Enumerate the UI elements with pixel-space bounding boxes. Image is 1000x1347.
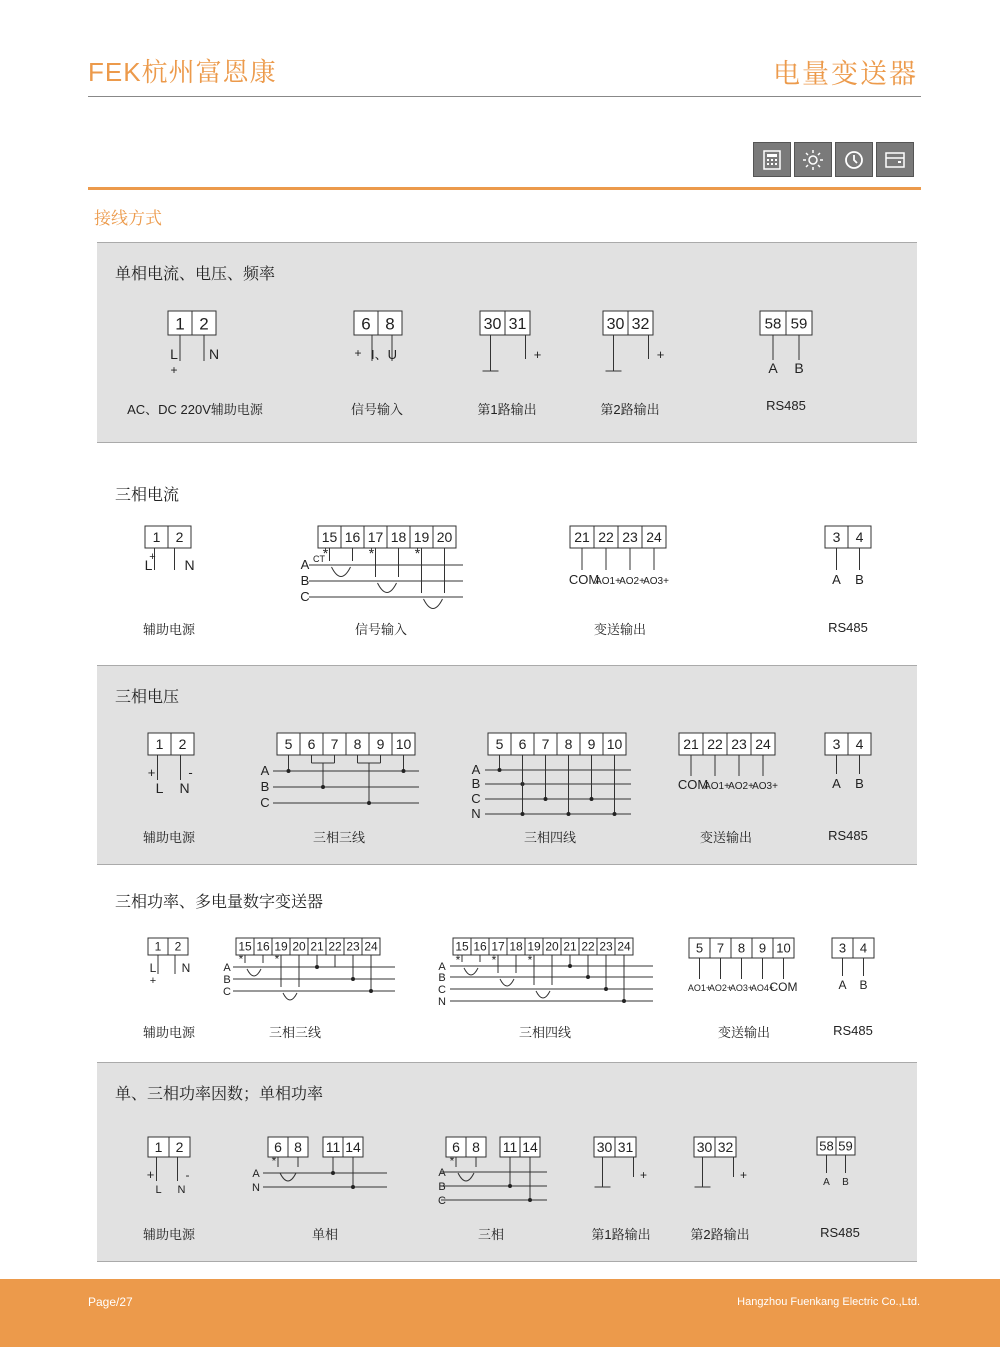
- terminal-number: 2: [175, 529, 184, 545]
- product-title: 电量变送器: [773, 59, 918, 89]
- terminal-number: 22: [707, 736, 723, 752]
- terminal-number: 7: [716, 940, 725, 956]
- terminal-number: 21: [563, 939, 577, 954]
- terminal-number: 9: [758, 940, 767, 956]
- label: -: [185, 1168, 190, 1182]
- icon-bar: [753, 142, 914, 179]
- label: A: [260, 763, 270, 778]
- junction-dot: [590, 797, 594, 801]
- terminal-number: 1: [154, 939, 162, 954]
- junction-dot: [351, 1185, 355, 1189]
- terminal-number: 5: [284, 736, 293, 752]
- junction-dot: [567, 812, 571, 816]
- terminal-number: 2: [174, 939, 182, 954]
- section-title: 三相电流: [115, 487, 180, 504]
- label: N: [438, 996, 446, 1008]
- terminal-number: 6: [518, 736, 527, 752]
- label: *: [274, 952, 280, 966]
- label: AO1+: [687, 983, 712, 993]
- terminal-number: 2: [175, 1139, 184, 1155]
- label: +: [533, 347, 542, 362]
- terminal-number: 58: [819, 1138, 834, 1154]
- terminal-number: 3: [832, 736, 841, 752]
- caption-transmit-output: 变送输出: [699, 830, 753, 845]
- label: A: [300, 557, 310, 572]
- label: N: [208, 346, 220, 362]
- label: *: [322, 545, 329, 561]
- terminal-number: 23: [346, 939, 360, 954]
- terminal-number: 5: [495, 736, 504, 752]
- label: B: [260, 779, 270, 794]
- label: A: [438, 961, 446, 973]
- label: +: [147, 765, 156, 780]
- caption-3p3w: 三相三线: [312, 830, 366, 845]
- label: L: [155, 1184, 162, 1196]
- terminal-number: 8: [564, 736, 573, 752]
- wiring-diagram: [97, 464, 917, 664]
- label: C: [300, 589, 310, 604]
- terminal-number: 8: [294, 1139, 302, 1155]
- label: L: [144, 557, 153, 573]
- wiring-section-title: 接线方式: [94, 209, 162, 228]
- terminal-number: 30: [606, 316, 625, 333]
- label: A: [252, 1168, 260, 1180]
- label: *: [271, 1154, 277, 1168]
- footer-bar: [0, 1279, 1000, 1347]
- caption-signal-input: 信号输入: [354, 622, 408, 637]
- ct-loop: [536, 991, 550, 998]
- label: +: [149, 551, 156, 563]
- junction-dot: [369, 989, 373, 993]
- label: I、U: [370, 347, 398, 362]
- clock-icon[interactable]: [835, 142, 873, 177]
- label: CT: [313, 554, 325, 564]
- section-three-phase-current: [97, 464, 917, 664]
- terminal-number: 6: [361, 314, 371, 334]
- terminal-number: 23: [599, 939, 613, 954]
- terminal-number: 30: [696, 1139, 713, 1155]
- section-three-phase-power: [97, 871, 917, 1061]
- label: AO1+: [704, 781, 730, 792]
- junction-dot: [508, 1184, 512, 1188]
- terminal-number: 30: [596, 1139, 613, 1155]
- caption-output-2: 第2路输出: [600, 402, 660, 417]
- label: AO2+: [728, 781, 754, 792]
- label: A: [438, 1167, 446, 1179]
- label: B: [794, 360, 804, 376]
- junction-dot: [613, 812, 617, 816]
- ct-loop: [283, 993, 297, 1000]
- header-divider: [88, 96, 921, 97]
- ct-loop: [332, 567, 351, 577]
- ct-loop: [464, 968, 478, 975]
- terminal-number: 21: [574, 529, 590, 545]
- terminal-number: 1: [175, 314, 185, 334]
- terminal-number: 16: [344, 529, 361, 545]
- label: B: [471, 776, 481, 791]
- junction-dot: [622, 999, 626, 1003]
- junction-dot: [315, 965, 319, 969]
- label: +: [146, 1167, 155, 1182]
- label: COM: [769, 980, 798, 994]
- label: A: [223, 962, 231, 974]
- terminal-number: 20: [436, 529, 453, 545]
- ct-loop: [424, 599, 443, 609]
- terminal-number: 10: [606, 736, 623, 752]
- terminal-number: 31: [617, 1139, 634, 1155]
- terminal-number: 19: [527, 939, 541, 954]
- label: +: [149, 975, 157, 987]
- terminal-number: 14: [345, 1139, 361, 1155]
- caption-output-1: 第1路输出: [477, 402, 537, 417]
- terminal-number: 20: [292, 939, 306, 954]
- caption-aux-power: AC、DC 220V辅助电源: [127, 402, 263, 417]
- junction-dot: [586, 975, 590, 979]
- label: COM: [677, 777, 709, 792]
- caption-aux-power: 辅助电源: [142, 1227, 196, 1242]
- label: AO1+: [595, 576, 621, 587]
- terminal-number: 18: [509, 939, 523, 954]
- terminal-number: 2: [199, 314, 209, 334]
- label: C: [438, 984, 446, 996]
- caption-rs485: RS485: [828, 620, 868, 635]
- label: +: [170, 363, 178, 377]
- terminal-number: 31: [508, 316, 527, 333]
- junction-dot: [498, 768, 502, 772]
- terminal-number: 24: [646, 529, 662, 545]
- label: +: [656, 347, 665, 362]
- ct-loop: [280, 1173, 296, 1181]
- terminal-number: 17: [491, 939, 505, 954]
- label: +: [354, 346, 362, 360]
- label: AO2+: [619, 576, 645, 587]
- label: N: [184, 557, 195, 573]
- label: L: [155, 780, 164, 796]
- terminal-number: 9: [587, 736, 596, 752]
- terminal-number: 15: [455, 939, 469, 954]
- terminal-number: 9: [376, 736, 385, 752]
- label: -: [188, 765, 193, 780]
- terminal-number: 22: [328, 939, 342, 954]
- section-title: 三相功率、多电量数字变送器: [115, 894, 324, 911]
- terminal-number: 7: [330, 736, 339, 752]
- label: AO4+: [750, 983, 775, 993]
- caption-three-phase: 三相: [477, 1227, 505, 1242]
- label: N: [177, 1184, 186, 1196]
- caption-3p4w: 三相四线: [523, 830, 577, 845]
- terminal-number: 8: [385, 314, 395, 334]
- wiring-diagram: [97, 1063, 917, 1261]
- card-icon[interactable]: [876, 142, 914, 177]
- terminal-number: 4: [855, 736, 864, 752]
- wiring-diagram: [97, 666, 917, 864]
- terminal-number: 14: [522, 1139, 538, 1155]
- wiring-diagram: [97, 871, 917, 1061]
- caption-rs485: RS485: [833, 1023, 873, 1038]
- label: AO3+: [729, 983, 754, 993]
- terminal-number: 6: [274, 1139, 282, 1155]
- terminal-number: 8: [472, 1139, 480, 1155]
- section-power-factor: [97, 1062, 917, 1262]
- terminal-number: 32: [717, 1139, 734, 1155]
- ct-loop: [247, 969, 261, 976]
- caption-single-phase: 单相: [311, 1227, 339, 1242]
- terminal-number: 6: [452, 1139, 460, 1155]
- label: COM: [568, 572, 600, 587]
- label: A: [838, 978, 847, 992]
- brand-title: FEK杭州富恩康: [88, 57, 277, 87]
- section-title: 单相电流、电压、频率: [115, 266, 276, 283]
- caption-signal-input: 信号输入: [350, 402, 404, 417]
- caption-rs485: RS485: [766, 398, 806, 413]
- label: *: [414, 545, 421, 561]
- label: *: [449, 1154, 455, 1168]
- terminal-number: 32: [631, 316, 650, 333]
- label: C: [471, 791, 481, 806]
- terminal-number: 4: [859, 940, 868, 956]
- section-title: 三相电压: [115, 689, 180, 706]
- caption-rs485: RS485: [828, 828, 868, 843]
- terminal-number: 15: [238, 939, 252, 954]
- terminal-number: 2: [178, 736, 187, 752]
- terminal-number: 18: [390, 529, 407, 545]
- company-name: Hangzhou Fuenkang Electric Co.,Ltd.: [737, 1296, 920, 1308]
- caption-aux-power: 辅助电源: [142, 830, 196, 845]
- label: A: [768, 360, 778, 376]
- terminal-number: 16: [473, 939, 487, 954]
- label: N: [181, 961, 191, 975]
- junction-dot: [367, 801, 371, 805]
- ct-loop: [458, 1173, 474, 1181]
- caption-transmit-output: 变送输出: [593, 622, 647, 637]
- caption-3p3w: 三相三线: [268, 1025, 322, 1040]
- terminal-number: 30: [483, 316, 502, 333]
- terminal-number: 22: [581, 939, 595, 954]
- section-single-phase: [97, 242, 917, 443]
- terminal-number: 59: [838, 1138, 853, 1154]
- label: B: [855, 776, 864, 791]
- terminal-number: 1: [155, 736, 164, 752]
- caption-rs485: RS485: [820, 1225, 860, 1240]
- label: N: [179, 780, 190, 796]
- label: L: [170, 346, 178, 362]
- label: *: [491, 953, 497, 967]
- junction-dot: [528, 1198, 532, 1202]
- terminal-number: 3: [832, 529, 841, 545]
- caption-3p4w: 三相四线: [518, 1025, 572, 1040]
- terminal-number: 8: [737, 940, 746, 956]
- label: B: [438, 972, 446, 984]
- label: +: [739, 1168, 748, 1182]
- caption-aux-power: 辅助电源: [142, 622, 196, 637]
- section-divider: [88, 187, 921, 190]
- label: A: [832, 572, 841, 587]
- junction-dot: [351, 977, 355, 981]
- label: C: [260, 795, 270, 810]
- label: C: [223, 986, 231, 998]
- junction-dot: [544, 797, 548, 801]
- terminal-number: 3: [838, 940, 847, 956]
- label: B: [842, 1177, 849, 1188]
- junction-dot: [568, 964, 572, 968]
- terminal-number: 6: [307, 736, 316, 752]
- label: A: [471, 762, 481, 777]
- caption-transmit-output: 变送输出: [717, 1025, 771, 1040]
- label: B: [300, 573, 310, 588]
- terminal-number: 10: [776, 940, 791, 956]
- caption-output-2: 第2路输出: [690, 1227, 750, 1242]
- label: AO3+: [643, 576, 669, 587]
- ct-loop: [378, 583, 397, 593]
- terminal-number: 4: [855, 529, 864, 545]
- terminal-number: 20: [545, 939, 559, 954]
- label: *: [238, 952, 244, 966]
- terminal-number: 22: [598, 529, 614, 545]
- label: B: [223, 974, 231, 986]
- section-title: 单、三相功率因数；单相功率: [115, 1086, 324, 1103]
- terminal-number: 24: [755, 736, 771, 752]
- label: *: [455, 953, 461, 967]
- terminal-number: 19: [413, 529, 430, 545]
- label: B: [859, 978, 868, 992]
- section-three-phase-voltage: [97, 665, 917, 865]
- terminal-number: 24: [617, 939, 631, 954]
- terminal-number: 58: [764, 315, 782, 333]
- junction-dot: [331, 1171, 335, 1175]
- terminal-number: 1: [154, 1139, 163, 1155]
- terminal-number: 59: [790, 315, 808, 333]
- junction-dot: [402, 769, 406, 773]
- terminal-number: 23: [731, 736, 747, 752]
- sun-icon[interactable]: [794, 142, 832, 177]
- label: A: [832, 776, 841, 791]
- caption-output-1: 第1路输出: [591, 1227, 651, 1242]
- terminal-number: 7: [541, 736, 550, 752]
- label: +: [639, 1168, 648, 1182]
- terminal-number: 1: [152, 529, 161, 545]
- label: N: [252, 1182, 260, 1194]
- terminal-number: 16: [256, 939, 270, 954]
- label: B: [438, 1181, 446, 1193]
- label: B: [855, 572, 864, 587]
- junction-dot: [321, 785, 325, 789]
- page-number: Page/27: [88, 1295, 133, 1309]
- label: *: [368, 545, 375, 561]
- terminal-number: 5: [695, 940, 704, 956]
- terminal-number: 8: [353, 736, 362, 752]
- caption-aux-power: 辅助电源: [142, 1025, 196, 1040]
- label: N: [471, 806, 481, 821]
- terminal-number: 21: [310, 939, 324, 954]
- terminal-number: 11: [325, 1139, 341, 1155]
- label: *: [527, 953, 533, 967]
- label: AO2+: [708, 983, 733, 993]
- terminal-number: 24: [364, 939, 378, 954]
- label: L: [149, 961, 157, 975]
- terminal-number: 10: [395, 736, 412, 752]
- calculator-icon[interactable]: [753, 142, 791, 177]
- label: A: [823, 1177, 830, 1188]
- terminal-number: 11: [502, 1139, 518, 1155]
- label: C: [438, 1195, 446, 1207]
- terminal-number: 23: [622, 529, 638, 545]
- junction-dot: [287, 769, 291, 773]
- junction-dot: [521, 812, 525, 816]
- terminal-number: 15: [321, 529, 338, 545]
- ct-loop: [500, 979, 514, 986]
- junction-dot: [604, 987, 608, 991]
- terminal-number: 19: [274, 939, 288, 954]
- terminal-number: 21: [683, 736, 699, 752]
- terminal-number: 17: [367, 529, 384, 545]
- label: AO3+: [752, 781, 778, 792]
